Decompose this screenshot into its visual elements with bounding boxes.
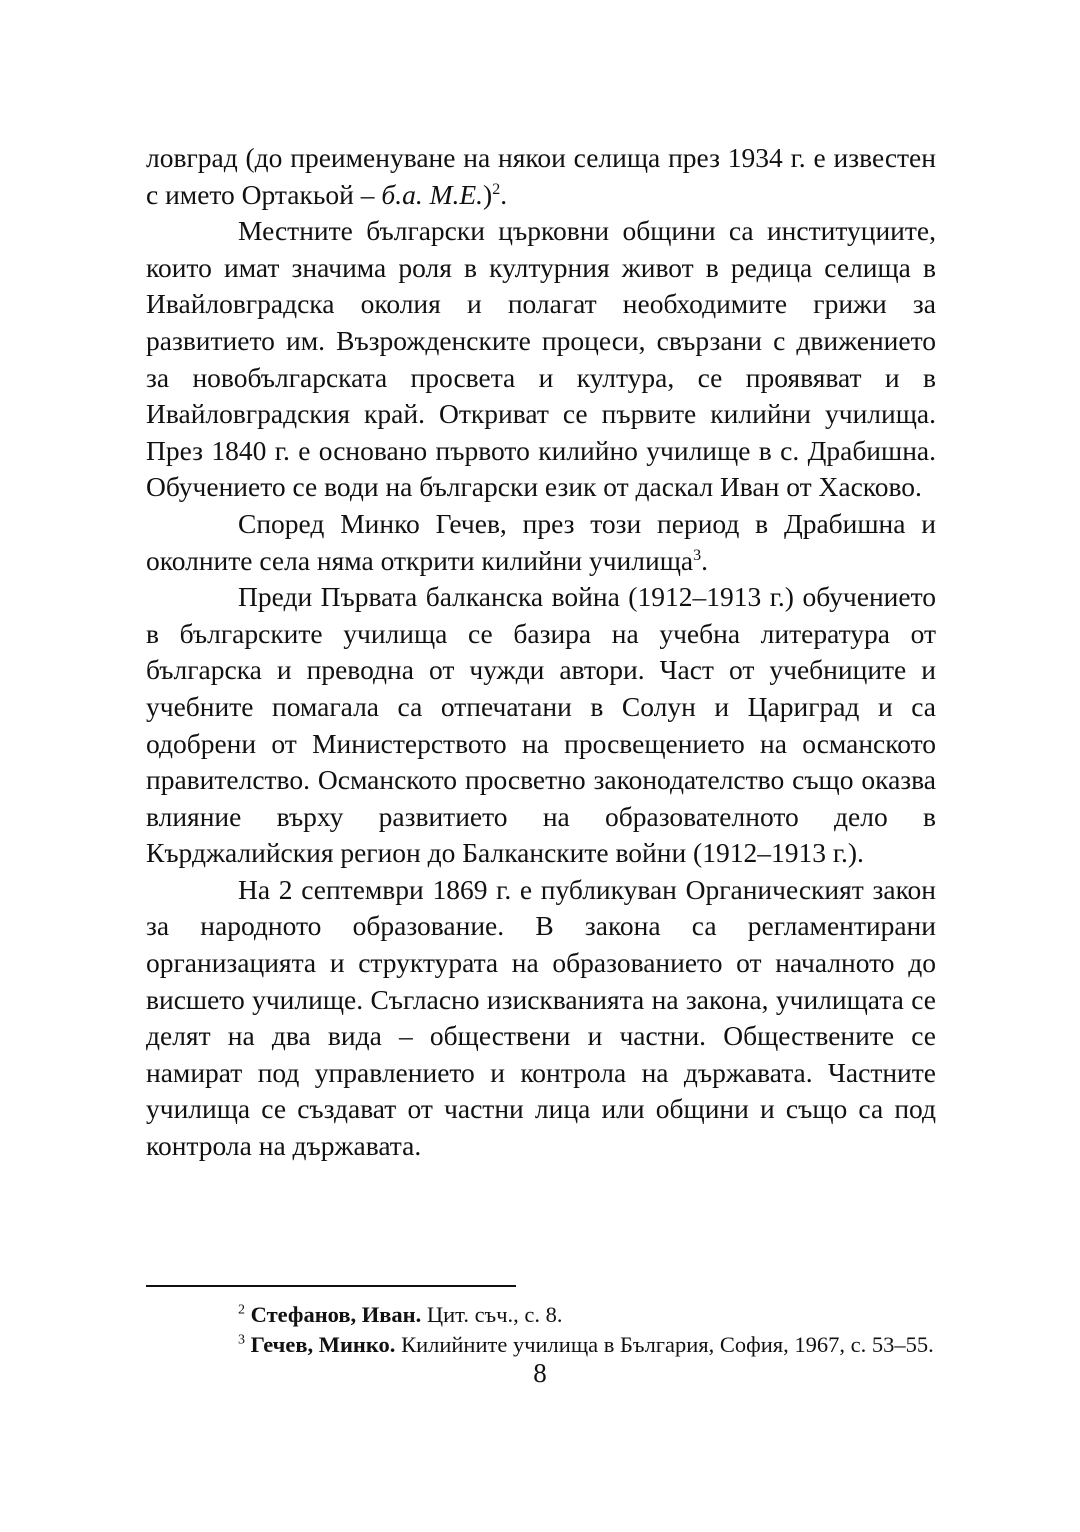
footnote-3 bbox=[146, 1330, 936, 1360]
page-number: 8 bbox=[533, 1358, 547, 1388]
footnote-ref-3: 3 bbox=[693, 546, 702, 564]
paragraph-3-end: . bbox=[701, 544, 708, 576]
footnote-divider bbox=[146, 1285, 516, 1287]
footnotes bbox=[146, 1300, 936, 1359]
paragraph-1-close: ) bbox=[483, 178, 493, 210]
paragraph-1-text: ловград (до преименуване на някои селища през 1934 г. е известен с името Ортакьой – bbox=[146, 142, 936, 210]
footnote-number: 2 bbox=[238, 1302, 245, 1318]
footnote-text: Килийните училища в България, София, 1967, с. 53–55. bbox=[395, 1331, 934, 1357]
paragraph-3-text: Според Минко Гечев, през този период в Драбишна и околните села няма открити килийни училища bbox=[146, 507, 936, 576]
footnote-2 bbox=[146, 1300, 936, 1330]
editor-note: б.а. М.Е. bbox=[381, 178, 484, 210]
paragraph-3 bbox=[146, 506, 936, 579]
paragraph-5: На 2 септември 1869 г. е публикуван Органическият закон за народното образование. В закона са регламентирани организацията и структурата на образованието от началното до висшето училище. Съгласно изискванията на закона, училищата се делят на два вида – обществени и частни. Обществените се намират под управлението и контрола на държавата. Частните училища се създават от частни лица или общини и също са под контрола на държавата. bbox=[146, 873, 936, 1162]
paragraph-1-end: . bbox=[500, 178, 508, 210]
paragraph-1 bbox=[146, 140, 936, 213]
footnote-ref-2: 2 bbox=[492, 180, 501, 198]
footnote-author: Гечев, Минко. bbox=[250, 1331, 396, 1357]
paragraph-2: Местните български църковни общини са институциите, които имат значима роля в културния живот в редица селища в Ивайловградска околия и полагат необходимите грижи за развитието им. Възрожденските процеси, свързани с движението за новобългарската просвета и култура, се проявяват и в Ивайловградския край. Откриват се първите килийни училища. През 1840 г. е основано първото килийно училище в с. Драбишна. Обучението се води на български език от даскал Иван от Хасково. bbox=[146, 215, 936, 503]
main-text bbox=[146, 140, 936, 1165]
footnote-text: Цит. съч., с. 8. bbox=[421, 1302, 563, 1327]
footnote-number: 3 bbox=[238, 1332, 245, 1347]
page-body bbox=[146, 140, 936, 1165]
footnote-author: Стефанов, Иван. bbox=[250, 1302, 422, 1327]
paragraph-4: Преди Първата балканска война (1912–1913 г.) обучението в българските училища се базира на учебна литература от българска и преводна от чужди автори. Част от учебниците и учебните помагала са отпечатани в Солун и Цариград и са одобрени от Министерството на просвещението на османското правителство. Османското просветно законодателство също оказва влияние върху развитието на образователното дело в Кърджалийския регион до Балканските войни (1912–1913 г.). bbox=[146, 581, 936, 869]
